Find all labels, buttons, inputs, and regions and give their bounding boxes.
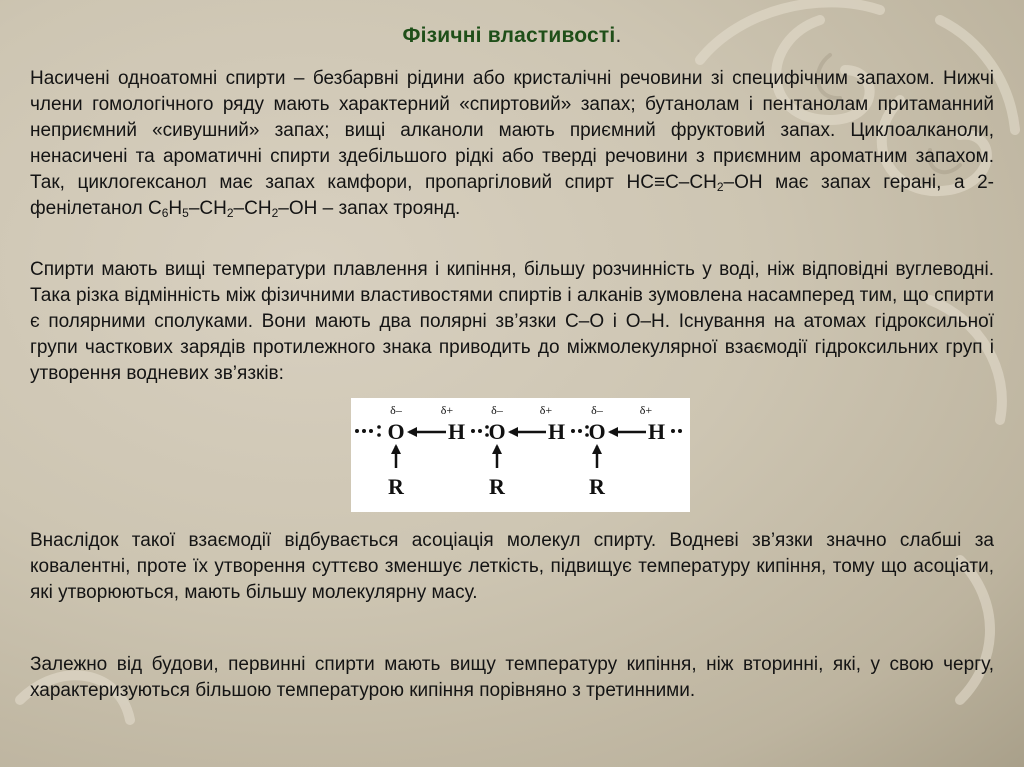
- page-title: [0, 24, 1024, 48]
- dotted-bond-1: [471, 425, 489, 437]
- p1-sub-a: 2: [716, 180, 724, 195]
- dotted-bond-2: [571, 425, 589, 437]
- p1-text-b: –ОН має запах герані, а 2-фенілетанол С: [30, 172, 994, 220]
- oxygen-atom-1: O: [387, 419, 405, 444]
- dotted-bond-end: [671, 429, 682, 433]
- p1-text-c: Н: [168, 198, 183, 220]
- delta-plus-1: δ+: [440, 403, 454, 417]
- oxygen-atom-3: O: [588, 419, 606, 444]
- paragraph-4: Залежно від будови, первинні спирти мають вищу температуру кипіння, ніж вторинні, які, у свою чергу, характеризуються більшою температурою кипіння порівняно з третинними.: [30, 654, 994, 702]
- hydrogen-atom-3: H: [648, 419, 666, 444]
- paragraph-3: Внаслідок такої взаємодії відбувається асоціація молекул спирту. Водневі зв’язки значно слабші за ковалентні, проте їх утворення суттєво зменшує леткість, підвищує температуру кипіння, тому що асоціати, які утворюються, мають більшу молекулярну масу.: [30, 530, 994, 604]
- hydrogen-atom-2: H: [548, 419, 566, 444]
- r-group-1: R: [388, 474, 404, 499]
- oxygen-atom-2: O: [488, 419, 506, 444]
- delta-minus-2: δ–: [491, 403, 503, 417]
- hydrogen-bond-diagram: [351, 398, 690, 512]
- p1-text-e: –СН: [233, 198, 272, 220]
- delta-plus-2: δ+: [539, 403, 553, 417]
- p1-text-d: –СН: [188, 198, 227, 220]
- delta-minus-3: δ–: [591, 403, 603, 417]
- dotted-bond-start: [355, 425, 381, 437]
- r-group-3: R: [589, 474, 605, 499]
- p1-sub-b: 6: [161, 206, 169, 221]
- hydrogen-atom-1: H: [448, 419, 466, 444]
- paragraph-2: Спирти мають вищі температури плавлення і кипіння, більшу розчинність у воді, ніж відповідні вуглеводні. Така різка відмінність між фізичними властивостями спиртів і алканів зумовлена насамперед тим, що спирти є полярними сполуками. Вони мають два полярні зв’язки С–О і О–Н. Існування на атомах гідроксильної групи часткових зарядів протилежного знака приводить до міжмолекулярної взаємодії гідроксильних груп і утворення водневих зв’язків:: [30, 259, 994, 385]
- p1-sub-d: 2: [226, 206, 234, 221]
- r-group-2: R: [489, 474, 505, 499]
- p1-sub-c: 5: [182, 206, 189, 221]
- page-title-dot: .: [615, 24, 622, 47]
- p1-text-f: –ОН – запах троянд.: [278, 198, 461, 220]
- delta-minus-1: δ–: [390, 403, 402, 417]
- page-title-text: Фізичні властивості: [402, 24, 616, 47]
- p1-sub-e: 2: [271, 206, 279, 221]
- delta-plus-3: δ+: [639, 403, 653, 417]
- p1-text-a: Насичені одноатомні спирти – безбарвні рідини або кристалічні речовини зі специфічним запахом. Нижчі члени гомологічного ряду мають характерний «спиртовий» запах; бутанолам і пентанолам притаманний неприємний «сивушний» запах; вищі алканоли мають приємний фруктовий запах. Циклоалканоли, ненасичені та ароматичні спирти здебільшого рідкі або тверді речовини з приємним ароматним запахом. Так, циклогексанол має запах камфори, пропаргіловий спирт НС≡С–СН: [30, 68, 994, 194]
- paragraph-1: [30, 66, 994, 223]
